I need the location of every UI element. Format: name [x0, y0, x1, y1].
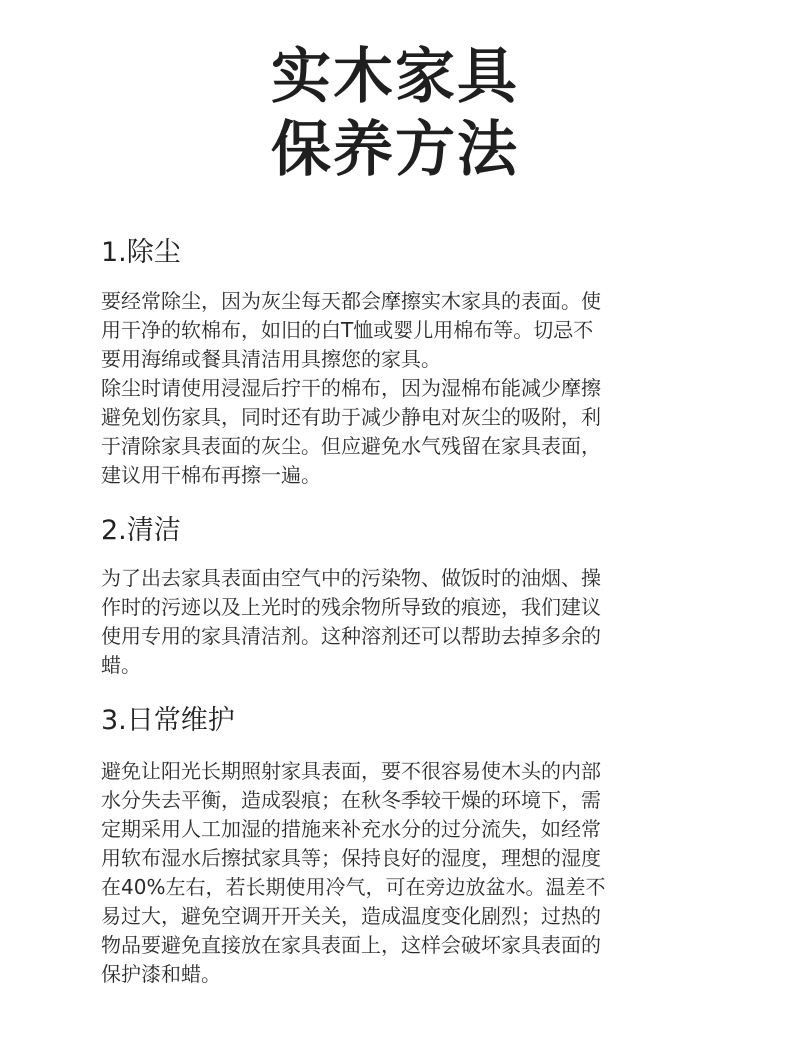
- text-line: 避免让阳光长期照射家具表面，要不很容易使木头的内部: [101, 759, 601, 783]
- text-line: 除尘时请使用浸湿后拧干的棉布，因为湿棉布能减少摩擦: [101, 376, 601, 400]
- page-title-line-2: 保养方法: [271, 115, 519, 185]
- section-heading-daily-maintenance: 3.日常维护: [101, 705, 235, 736]
- text-line: 用软布湿水后擦拭家具等；保持良好的湿度，理想的湿度: [101, 846, 601, 870]
- text-line: 定期采用人工加湿的措施来补充水分的过分流失，如经常: [101, 817, 601, 841]
- text-line: 用干净的软棉布，如旧的白T恤或婴儿用棉布等。切忌不: [101, 318, 594, 342]
- section-heading-dusting: 1.除尘: [101, 237, 181, 268]
- page-title-line-1: 实木家具: [271, 42, 519, 112]
- text-line: 避免划伤家具，同时还有助于减少静电对灰尘的吸附，利: [101, 405, 601, 429]
- text-line: 为了出去家具表面由空气中的污染物、做饭时的油烟、操: [101, 566, 601, 590]
- text-line: 建议用干棉布再擦一遍。: [101, 463, 321, 487]
- text-line: 保护漆和蜡。: [101, 962, 221, 986]
- text-line: 水分失去平衡，造成裂痕；在秋冬季较干燥的环境下，需: [101, 788, 601, 812]
- text-line: 使用专用的家具清洁剂。这种溶剂还可以帮助去掉多余的: [101, 624, 601, 648]
- text-line: 于清除家具表面的灰尘。但应避免水气残留在家具表面，: [101, 434, 601, 458]
- text-line: 要用海绵或餐具清洁用具擦您的家具。: [101, 347, 441, 371]
- section-cleaning-paragraph: [101, 564, 701, 680]
- text-line: 蜡。: [101, 653, 141, 677]
- section-heading-cleaning: 2.清洁: [101, 515, 181, 546]
- text-line: 在40%左右，若长期使用冷气，可在旁边放盆水。温差不: [101, 875, 606, 899]
- text-line: 物品要避免直接放在家具表面上，这样会破坏家具表面的: [101, 933, 601, 957]
- text-line: 要经常除尘，因为灰尘每天都会摩擦实木家具的表面。使: [101, 289, 601, 313]
- section-dusting-paragraph-1: [101, 287, 701, 374]
- text-line: 易过大，避免空调开开关关，造成温度变化剧烈；过热的: [101, 904, 601, 928]
- text-line: 作时的污迹以及上光时的残余物所导致的痕迹，我们建议: [101, 595, 601, 619]
- section-dusting-paragraph-2: [101, 374, 701, 490]
- section-maintenance-paragraph: [101, 757, 701, 989]
